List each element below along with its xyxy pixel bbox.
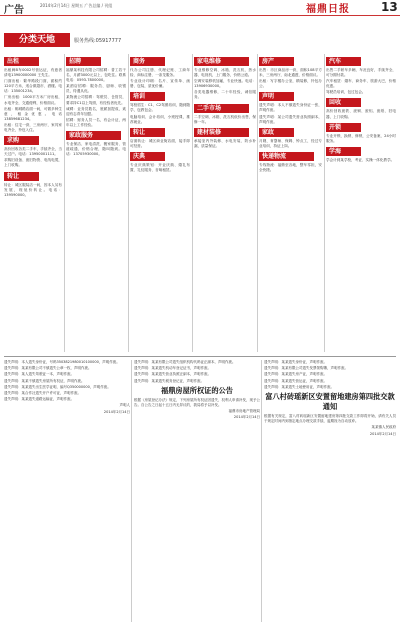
notice-item: 遗失声明：某某遗失土地使用证，声明作废。 [264, 384, 334, 389]
notice-date: 2014年2月14日 [103, 409, 130, 414]
classified-ad: 出租：住宅一套，三房两厅，家具家电齐全，拎包入住。 [4, 122, 62, 133]
category-tag: 房产 [259, 57, 294, 66]
category-tag: 家政 [259, 128, 294, 137]
notice-signature: 声明人 [119, 403, 130, 408]
category-tag: 商务 [130, 57, 165, 66]
category-tag: 汽车 [326, 57, 361, 66]
classified-ad: 诚聘：业务员数名，底薪加提成，欢迎有志青年加盟。 [66, 106, 126, 116]
classified-ad: 出租：写字楼办公室，精装修，拎包办公。 [259, 79, 322, 89]
category-tag: 二手市场 [194, 104, 249, 113]
category-tag: 声明 [259, 92, 294, 101]
category-tag: 快递物流 [259, 152, 314, 161]
classified-ad: 店面转让：城区商业街店面，接手即可经营。 [130, 138, 190, 148]
classified-ad: 各类电器维修，二十年经验，诚信服务。 [194, 90, 256, 100]
classified-ad: 某酒店招聘：服务员、厨师、收银员，待遇从优。 [66, 84, 126, 94]
classified-ad: 专业设计印刷：名片、宣传单、画册、包装，质优价廉。 [130, 79, 190, 89]
notice-item: 遗失声明：某某遗失道路运输证，声明作废。 [4, 397, 74, 402]
column-divider [128, 54, 129, 352]
section-label: 广告 [4, 5, 24, 16]
bottom-left-notices [4, 360, 130, 622]
category-tag: 家政服务 [66, 131, 121, 140]
notice-item: 遗失声明：某某遗失身份证，声明作废。 [264, 360, 327, 364]
payment-notice-body: 根据有关规定，富八村砖瑶新区安置留地建房第四批交款工作即将开始，请有关人员于规定时间内到指定地点办理交款手续，逾期视为自动放弃。 [264, 414, 396, 424]
notice-item: 遗失声明：某某遗失税务登记证，声明作废。 [134, 378, 204, 383]
classified-ad: 电脑培训、会计培训，小班授课，推荐就业。 [130, 114, 190, 124]
notice-list [134, 360, 260, 384]
notice-item: 遗失声明：某某遗失营运证，声明作废。 [264, 378, 327, 383]
classified-banner: 分类天地 [4, 33, 70, 47]
column-divider [261, 360, 262, 622]
category-tag: 回收 [326, 98, 361, 107]
column-divider [131, 360, 132, 622]
classified-column-1 [4, 54, 62, 352]
classified-ad: 驾校招生：C1、C2驾照培训，随到随学，包教包会。 [130, 103, 190, 113]
category-tag: 求购 [4, 136, 39, 145]
column-divider [324, 54, 325, 352]
classified-ad: 代办公司注册、代理记账、工商年检、商标注册，一条龙服务。 [130, 68, 190, 78]
notice-list [264, 360, 396, 390]
classified-ad: 专业庆典策划：开业庆典、婚礼布置、礼仪服务、音响租赁。 [130, 162, 190, 173]
classified-ad: 厂房出租：1000平方米厂房出租，水电齐全，交通便利，价格面议。 [4, 95, 62, 105]
classified-ad: 转让：城区服装店一间，因本人另有发展，现低价转让。电话：139590000。 [4, 182, 62, 197]
page-header [0, 0, 400, 16]
section-rule [4, 356, 396, 357]
classified-ad: 驾驶员培训，包过包会。 [326, 90, 366, 95]
category-tag: 建材装修 [194, 128, 249, 137]
classified-ad: 二手空调、冰箱、洗衣机低价出售，保修一年。 [194, 114, 256, 124]
notice-item: 遗失声明：某某遗失营业执照正副本，声明作废。 [134, 372, 211, 377]
category-tag: 学海 [326, 147, 361, 156]
payment-notice-title: 富八村砖瑶新区安置留地建房第四批交款通知 [265, 392, 395, 412]
header-meta: 2014年2月14日 星期五 广告总编 / 刊组 [40, 3, 113, 8]
page-number: 13 [381, 0, 398, 14]
notice-item: 遗失声明：某某不慎遗失房屋所有权证，声明作废。 [4, 378, 85, 383]
notice-item: 遗失声明：某某有限公司不慎遗失公章一枚，声明作废。 [4, 366, 92, 371]
classified-ad: 遗失声明：某公司遗失营业执照副本，声明作废。 [259, 114, 322, 124]
classified-ad: 专业保洁、家电清洗、搬家服务、管道疏通，价格合理，随叫随到。电话：13705930000。 [66, 142, 126, 157]
notice-item: 遗失声明：某合作社遗失开户许可证，声明作废。 [4, 391, 81, 396]
notice-item: 遗失声明：某某遗失房产证，声明作废。 [264, 372, 327, 377]
classified-ad: 出售二手轿车多辆，车况良好，手续齐全，可分期付款。 [326, 68, 396, 78]
bottom-center-notices [134, 360, 260, 622]
notice-item: 遗失声明：某某遗失出生医学证明，编号Q350000000，声明作废。 [4, 384, 111, 389]
classified-ad: 遗失声明：本人不慎遗失身份证一张，声明作废。 [259, 103, 322, 113]
bottom-right-notices [264, 360, 396, 622]
classified-ad: 月嫂、育婴师、保姆、钟点工，经过专业培训，持证上岗。 [259, 138, 322, 148]
category-tag: 培训 [130, 92, 165, 101]
classified-ad: 招聘：财务人员一名，有会计证，两年以上工作经验。 [66, 117, 126, 127]
property-notice-title: 福鼎房屋所权证的公告 [161, 385, 233, 395]
category-tag: 转让 [130, 128, 165, 137]
property-notice-body: 根据《房屋登记办法》规定，下列房屋所有权证因遗失，权利人申请补发，现予公告。自公告之日起十五日内无异议的，我局将予以补发。 [134, 397, 260, 408]
classified-ad: 某物流公司招聘：驾驶员、仓管员，要求持C1以上驾照，有经验者优先。 [66, 95, 126, 105]
classified-ad: 出售：市区商品房一套，面积108平方米，三房两厅，南北通透，价格面议。 [259, 68, 322, 78]
classified-column-4 [194, 54, 256, 352]
newspaper-brand: 福鼎日报 [306, 4, 350, 15]
classified-ad: 空调安装移机加氟，专业快速。电话：13906930000。 [194, 79, 256, 89]
classified-ad: 专线物流：福鼎至各地，整车零担，安全快捷。 [259, 162, 322, 173]
classified-ad: 求购旧设备、废旧物资、电线电缆，上门收购。 [4, 158, 62, 168]
classified-ad: 承接室内外装修、水电安装、防水补漏，质量保证。 [194, 138, 256, 148]
category-tag: 转让 [4, 172, 39, 181]
classified-column-3 [130, 54, 190, 352]
classified-ad: 门面出租：繁华路段门面，面积约120平方米，适合做超市、酒楼。电话：135001234。 [4, 79, 62, 94]
classified-ad: 出租：桐城路店面一间，可做多种生意，租金优惠。电话13859681234。 [4, 106, 62, 121]
column-divider [257, 54, 258, 352]
property-notice-date: 2014年2月14日 [233, 415, 260, 420]
service-hotline: 服务热线:05917777 [74, 38, 122, 44]
notice-item: 遗失声明：某某有限公司遗失发票领购簿，声明作废。 [264, 366, 348, 371]
category-tag: 庆典 [130, 152, 165, 161]
category-tag: 开锁 [326, 123, 361, 132]
category-tag: 出租 [4, 57, 39, 66]
payment-notice-signature: 某某镇人民政府 [371, 425, 396, 430]
classified-column-2 [66, 54, 126, 352]
classified-column-6 [326, 54, 396, 352]
notice-item: 遗失声明：本人遗失身份证，号码3503821980010100000，声明作废。 [4, 360, 120, 364]
notice-list [4, 360, 130, 402]
category-tag: 家电维修 [194, 57, 249, 66]
notice-item: 遗失声明：某某遗失机动车登记证书，声明作废。 [134, 366, 211, 371]
classified-ad: 福鼎某科技有限公司招聘：普工若干名，月薪3000元以上，包吃住。联系电话：0593-7800000。 [66, 68, 126, 83]
classified-ad: 专业维修空调、冰箱、洗衣机、热水器、电视机，上门服务，价格公道。 [194, 68, 256, 78]
notice-item: 遗失声明：某某有限公司遗失组织机构代码证正副本，声明作废。 [134, 360, 236, 364]
payment-notice-date: 2014年2月14日 [369, 431, 396, 436]
classified-ad: 高价回收废铁、废铜、废铝、废纸、旧电器，上门收购。 [326, 109, 396, 119]
notice-item: 遗失声明：某人遗失驾驶证一本，声明作废。 [4, 372, 74, 377]
classified-ad: 高价回收各类二手车，手续齐全，当天过户。电话：13950001111。 [4, 147, 62, 157]
classified-ad: 学会计到某学校，考证、实操一体化教学。 [326, 157, 395, 162]
column-divider [192, 54, 193, 352]
category-tag: 招聘 [66, 57, 101, 66]
classified-ad: 汽车租赁：婚车、商务车、旅游大巴，价格优惠。 [326, 79, 396, 89]
column-divider [64, 54, 65, 352]
classified-ad: 出租闽B车0002号营运证，有意者请电13900000000 王先生。 [4, 68, 62, 78]
classified-ad: 专业开锁、换锁、修锁，公安备案，24小时服务。 [326, 133, 396, 143]
property-notice-signature: 福鼎市房地产管理局 [228, 409, 260, 414]
classified-column-5 [259, 54, 322, 352]
